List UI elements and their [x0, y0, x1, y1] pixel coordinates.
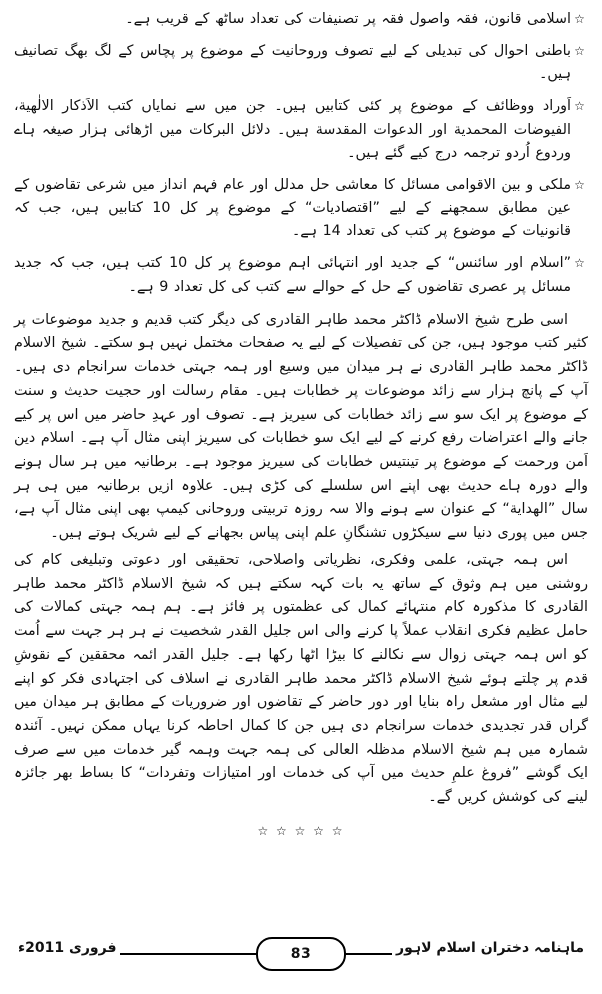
list-item [14, 174, 588, 243]
star-bullet-icon: ☆ [574, 99, 585, 114]
list-item-text: ملکی و بین الاقوامی مسائل کا معاشی حل مدلل اور عام فہم انداز میں شرعی تقاضوں کے عین مطابق سمجھنے کے لیے ”اقتصادیات“ کے موضوع پر کل 10 کتابیں ہیں، جب کہ قانونیات کے موضوع پر کتب کی تعداد 14 ہے۔ [14, 176, 571, 240]
paragraph: اسی طرح شیخ الاسلام ڈاکٹر محمد طاہر القادری کی دیگر کتب قدیم و جدید موضوعات پر کثیر کتب موجود ہیں، جن کی تفصیلات کے لیے یہ صفحات مختمل نہیں ہو سکتے۔ شیخ الاسلام ڈاکٹر محمد طاہر القادری نے ہر میدان میں وسیع اور ہمہ جہتی خدمات سرانجام دی ہیں۔ آپ کے پانچ ہزار سے زائد موضوعات پر خطابات ہیں۔ مقام رسالت اور حجیت حدیث و سنت کے موضوع پر ایک سو سے زائد خطابات کی سیریز ہے۔ تصوف اور عہدِ حاضر میں اس پر کیے جانے والے اعتراضات رفع کرنے کے لیے ایک سو خطابات کی سیریز اپنی مثال آپ ہے۔ اسلام دین اَمن ورحمت کے موضوع پر تینتیس خطابات کی سیریز موجود ہے۔ برطانیہ میں ہر سال ہونے والے دورہ ہاے حدیث بھی اپنے اس سلسلے کی کڑی ہیں۔ علاوہ ازیں برطانیہ میں ہی ہر سال ”الھدایة“ کے عنوان سے ہونے والا سہ روزہ تربیتی وروحانی کیمپ بھی اپنی مثال آپ ہے، جس میں پوری دنیا سے سیکڑوں تشنگانِ علم اپنی پیاس بجھانے کے لیے شریک ہوتے ہیں۔ [14, 311, 588, 542]
list-item-text: باطنی احوال کی تبدیلی کے لیے تصوف وروحانیت کے موضوع پر پچاس کے لگ بھگ تصانیف ہیں۔ [14, 43, 571, 83]
list-item-text: اَوراد ووظائف کے موضوع پر کئی کتابیں ہیں۔ جن میں سے نمایاں کتب الاَذکار الالٰهیة، الفیوضات المحمدیة اور الدعوات المقدسة ہیں۔ دلائل البرکات میں اڑھائی ہزار صیغہ ہاے وردوع اُردو ترجمہ درج کیے گئے ہیں۔ [14, 98, 571, 161]
star-bullet-icon: ☆ [574, 44, 585, 59]
footer-issue-date: فروری 2011ء [14, 940, 120, 956]
list-item-text: ”اسلام اور سائنس“ کے جدید اور انتہائی اہم موضوع پر کل 10 کتب ہیں، جب کہ جدید مسائل پر عصری تقاضوں کے حل کے حوالے سے کتب کی کل تعداد 9 ہے۔ [14, 255, 571, 295]
section-divider-stars: ☆ ☆ ☆ ☆ ☆ [257, 823, 345, 838]
list-item [14, 95, 588, 164]
star-bullet-icon: ☆ [574, 177, 585, 192]
list-item [14, 8, 588, 31]
list-item [14, 252, 588, 298]
footer-publication-name: ماہنامہ دختران اسلام لاہور [392, 940, 588, 956]
list-item-text: اسلامی قانون، فقہ واصول فقہ پر تصنیفات کی تعداد ساٹھ کے قریب ہے۔ [125, 11, 571, 27]
bullet-list [14, 8, 588, 299]
paragraph: اس ہمہ جہتی، علمی وفکری، نظریاتی واصلاحی، تحقیقی اور دعوتی وتبلیغی کام کی روشنی میں ہم وثوق کے ساتھ یہ بات کہہ سکتے ہیں کہ شیخ الاسلام ڈاکٹر محمد طاہر القادری کا مذکورہ کام منتہائے کمال کی عظمتوں پر فائز ہے۔ ہم ہمہ جہتی کمالات کی حامل عظیم فکری انقلاب عملاً پا کرنے والی اس جلیل القدر شخصیت نے ہر ہر جہت سے اُمت کو اس ہمہ جہتی زوال سے نکالنے کا بیڑا اٹھا رکھا ہے۔ جلیل القدر ائمہ محققین کے نقوشِ قدم پر چلتے ہوئے شیخ الاسلام ڈاکٹر محمد طاہر القادری نے اسلاف کی اجتہادی فکر کو اپنے لیے مثال اور مشعل راہ بنایا اور دور حاضر کے تقاضوں اور ضروریات کے مطابق ہر میدان میں گراں قدر تجدیدی خدمات سرانجام دی ہیں جن کا کمال احاطہ کرنا یہاں ممکن نہیں۔ آئندہ شمارہ میں ہم شیخ الاسلام مدظلہ العالی کی ہمہ جہت وہمہ گیر خدمات میں سے صرف ایک گوشے ”فروغ علمِ حدیث میں آپ کی خدمات اور امتیازات وتفردات“ کا بساط بھر جائزہ لینے کی کوشش کریں گے۔ [14, 551, 588, 806]
page-footer [0, 932, 602, 978]
list-item [14, 40, 588, 86]
body-text [14, 309, 588, 810]
star-bullet-icon: ☆ [574, 256, 585, 271]
page-number: 83 [256, 937, 346, 971]
star-bullet-icon: ☆ [574, 12, 585, 26]
